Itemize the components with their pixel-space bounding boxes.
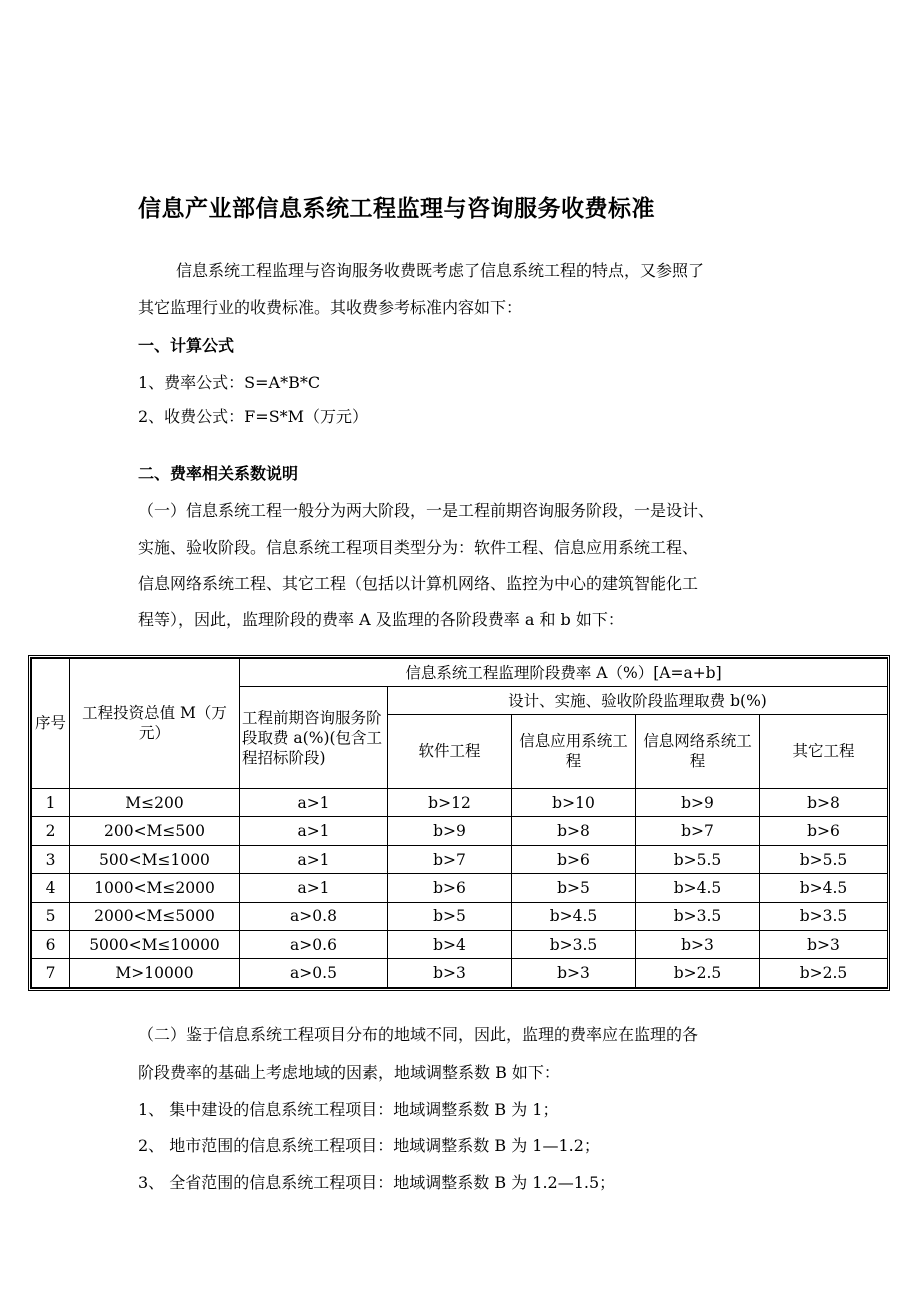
para1-line-2: 实施、验收阶段。信息系统工程项目类型分为：软件工程、信息应用系统工程、 <box>138 538 699 557</box>
cell-a: a>0.5 <box>240 959 388 988</box>
cell-other: b>6 <box>760 817 888 845</box>
cell-info-app: b>3 <box>512 959 636 988</box>
cell-other: b>3 <box>760 931 888 959</box>
cell-seq: 3 <box>32 845 70 873</box>
cell-software: b>3 <box>388 959 512 988</box>
cell-software: b>9 <box>388 817 512 845</box>
section-heading-formula: 一、计算公式 <box>138 336 235 355</box>
cell-info-app: b>4.5 <box>512 902 636 930</box>
intro-line-1: 信息系统工程监理与咨询服务收费既考虑了信息系统工程的特点，又参照了 <box>176 261 705 280</box>
para2-line-1: （二）鉴于信息系统工程项目分布的地域不同，因此，监理的费率应在监理的各 <box>138 1025 699 1044</box>
formula-rate: 1、费率公式：S=A*B*C <box>138 373 321 392</box>
cell-seq: 7 <box>32 959 70 988</box>
table-row <box>32 817 888 845</box>
cell-seq: 5 <box>32 902 70 930</box>
header-pre-stage: 工程前期咨询服务阶段取费 a(%)(包含工程招标阶段) <box>240 687 388 789</box>
header-software: 软件工程 <box>388 714 512 788</box>
cell-a: a>1 <box>240 874 388 902</box>
cell-investment: M>10000 <box>70 959 240 988</box>
cell-info-network: b>3.5 <box>636 902 760 930</box>
cell-a: a>0.8 <box>240 902 388 930</box>
header-seq: 序号 <box>32 659 70 789</box>
intro-line-2: 其它监理行业的收费标准。其收费参考标准内容如下： <box>138 298 523 317</box>
cell-investment: 1000<M≤2000 <box>70 874 240 902</box>
header-investment: 工程投资总值 M（万元） <box>70 659 240 789</box>
para1-line-1: （一）信息系统工程一般分为两大阶段，一是工程前期咨询服务阶段，一是设计、 <box>138 501 715 520</box>
header-info-network: 信息网络系统工程 <box>636 714 760 788</box>
cell-a: a>0.6 <box>240 931 388 959</box>
cell-info-network: b>4.5 <box>636 874 760 902</box>
para2-line-2: 阶段费率的基础上考虑地域的因素，地域调整系数 B 如下： <box>138 1063 560 1082</box>
cell-investment: 200<M≤500 <box>70 817 240 845</box>
header-design-stage: 设计、实施、验收阶段监理取费 b(%) <box>388 687 888 714</box>
cell-software: b>7 <box>388 845 512 873</box>
header-rate-a: 信息系统工程监理阶段费率 A（%）[A=a+b] <box>240 659 888 687</box>
region-item-3: 3、 全省范围的信息系统工程项目：地域调整系数 B 为 1.2—1.5； <box>138 1173 616 1192</box>
cell-seq: 1 <box>32 788 70 816</box>
cell-info-network: b>9 <box>636 788 760 816</box>
cell-software: b>12 <box>388 788 512 816</box>
cell-info-network: b>5.5 <box>636 845 760 873</box>
cell-software: b>5 <box>388 902 512 930</box>
cell-other: b>8 <box>760 788 888 816</box>
header-other: 其它工程 <box>760 714 888 788</box>
table-row <box>32 902 888 930</box>
cell-info-app: b>5 <box>512 874 636 902</box>
cell-other: b>5.5 <box>760 845 888 873</box>
cell-a: a>1 <box>240 817 388 845</box>
cell-investment: 5000<M≤10000 <box>70 931 240 959</box>
table-row <box>32 959 888 988</box>
table-row <box>32 845 888 873</box>
formula-fee: 2、收费公式：F=S*M（万元） <box>138 407 369 426</box>
cell-seq: 4 <box>32 874 70 902</box>
header-info-app: 信息应用系统工程 <box>512 714 636 788</box>
cell-info-app: b>6 <box>512 845 636 873</box>
cell-info-network: b>2.5 <box>636 959 760 988</box>
cell-info-app: b>8 <box>512 817 636 845</box>
region-item-1: 1、 集中建设的信息系统工程项目：地域调整系数 B 为 1； <box>138 1100 559 1119</box>
cell-seq: 6 <box>32 931 70 959</box>
fee-rate-table <box>28 655 890 991</box>
cell-info-app: b>3.5 <box>512 931 636 959</box>
cell-investment: 500<M≤1000 <box>70 845 240 873</box>
cell-info-network: b>3 <box>636 931 760 959</box>
section-heading-coefficients: 二、费率相关系数说明 <box>138 464 299 483</box>
table-row <box>32 874 888 902</box>
cell-software: b>6 <box>388 874 512 902</box>
cell-other: b>2.5 <box>760 959 888 988</box>
cell-other: b>3.5 <box>760 902 888 930</box>
cell-seq: 2 <box>32 817 70 845</box>
page-title: 信息产业部信息系统工程监理与咨询服务收费标准 <box>138 196 655 222</box>
table-row <box>32 788 888 816</box>
table-row <box>32 931 888 959</box>
cell-a: a>1 <box>240 845 388 873</box>
cell-info-app: b>10 <box>512 788 636 816</box>
para1-line-3: 信息网络系统工程、其它工程（包括以计算机网络、监控为中心的建筑智能化工 <box>138 574 699 593</box>
cell-investment: M≤200 <box>70 788 240 816</box>
region-item-2: 2、 地市范围的信息系统工程项目：地域调整系数 B 为 1—1.2； <box>138 1136 600 1155</box>
cell-other: b>4.5 <box>760 874 888 902</box>
cell-software: b>4 <box>388 931 512 959</box>
para1-line-4: 程等），因此，监理阶段的费率 A 及监理的各阶段费率 a 和 b 如下： <box>138 610 624 629</box>
cell-investment: 2000<M≤5000 <box>70 902 240 930</box>
cell-info-network: b>7 <box>636 817 760 845</box>
cell-a: a>1 <box>240 788 388 816</box>
